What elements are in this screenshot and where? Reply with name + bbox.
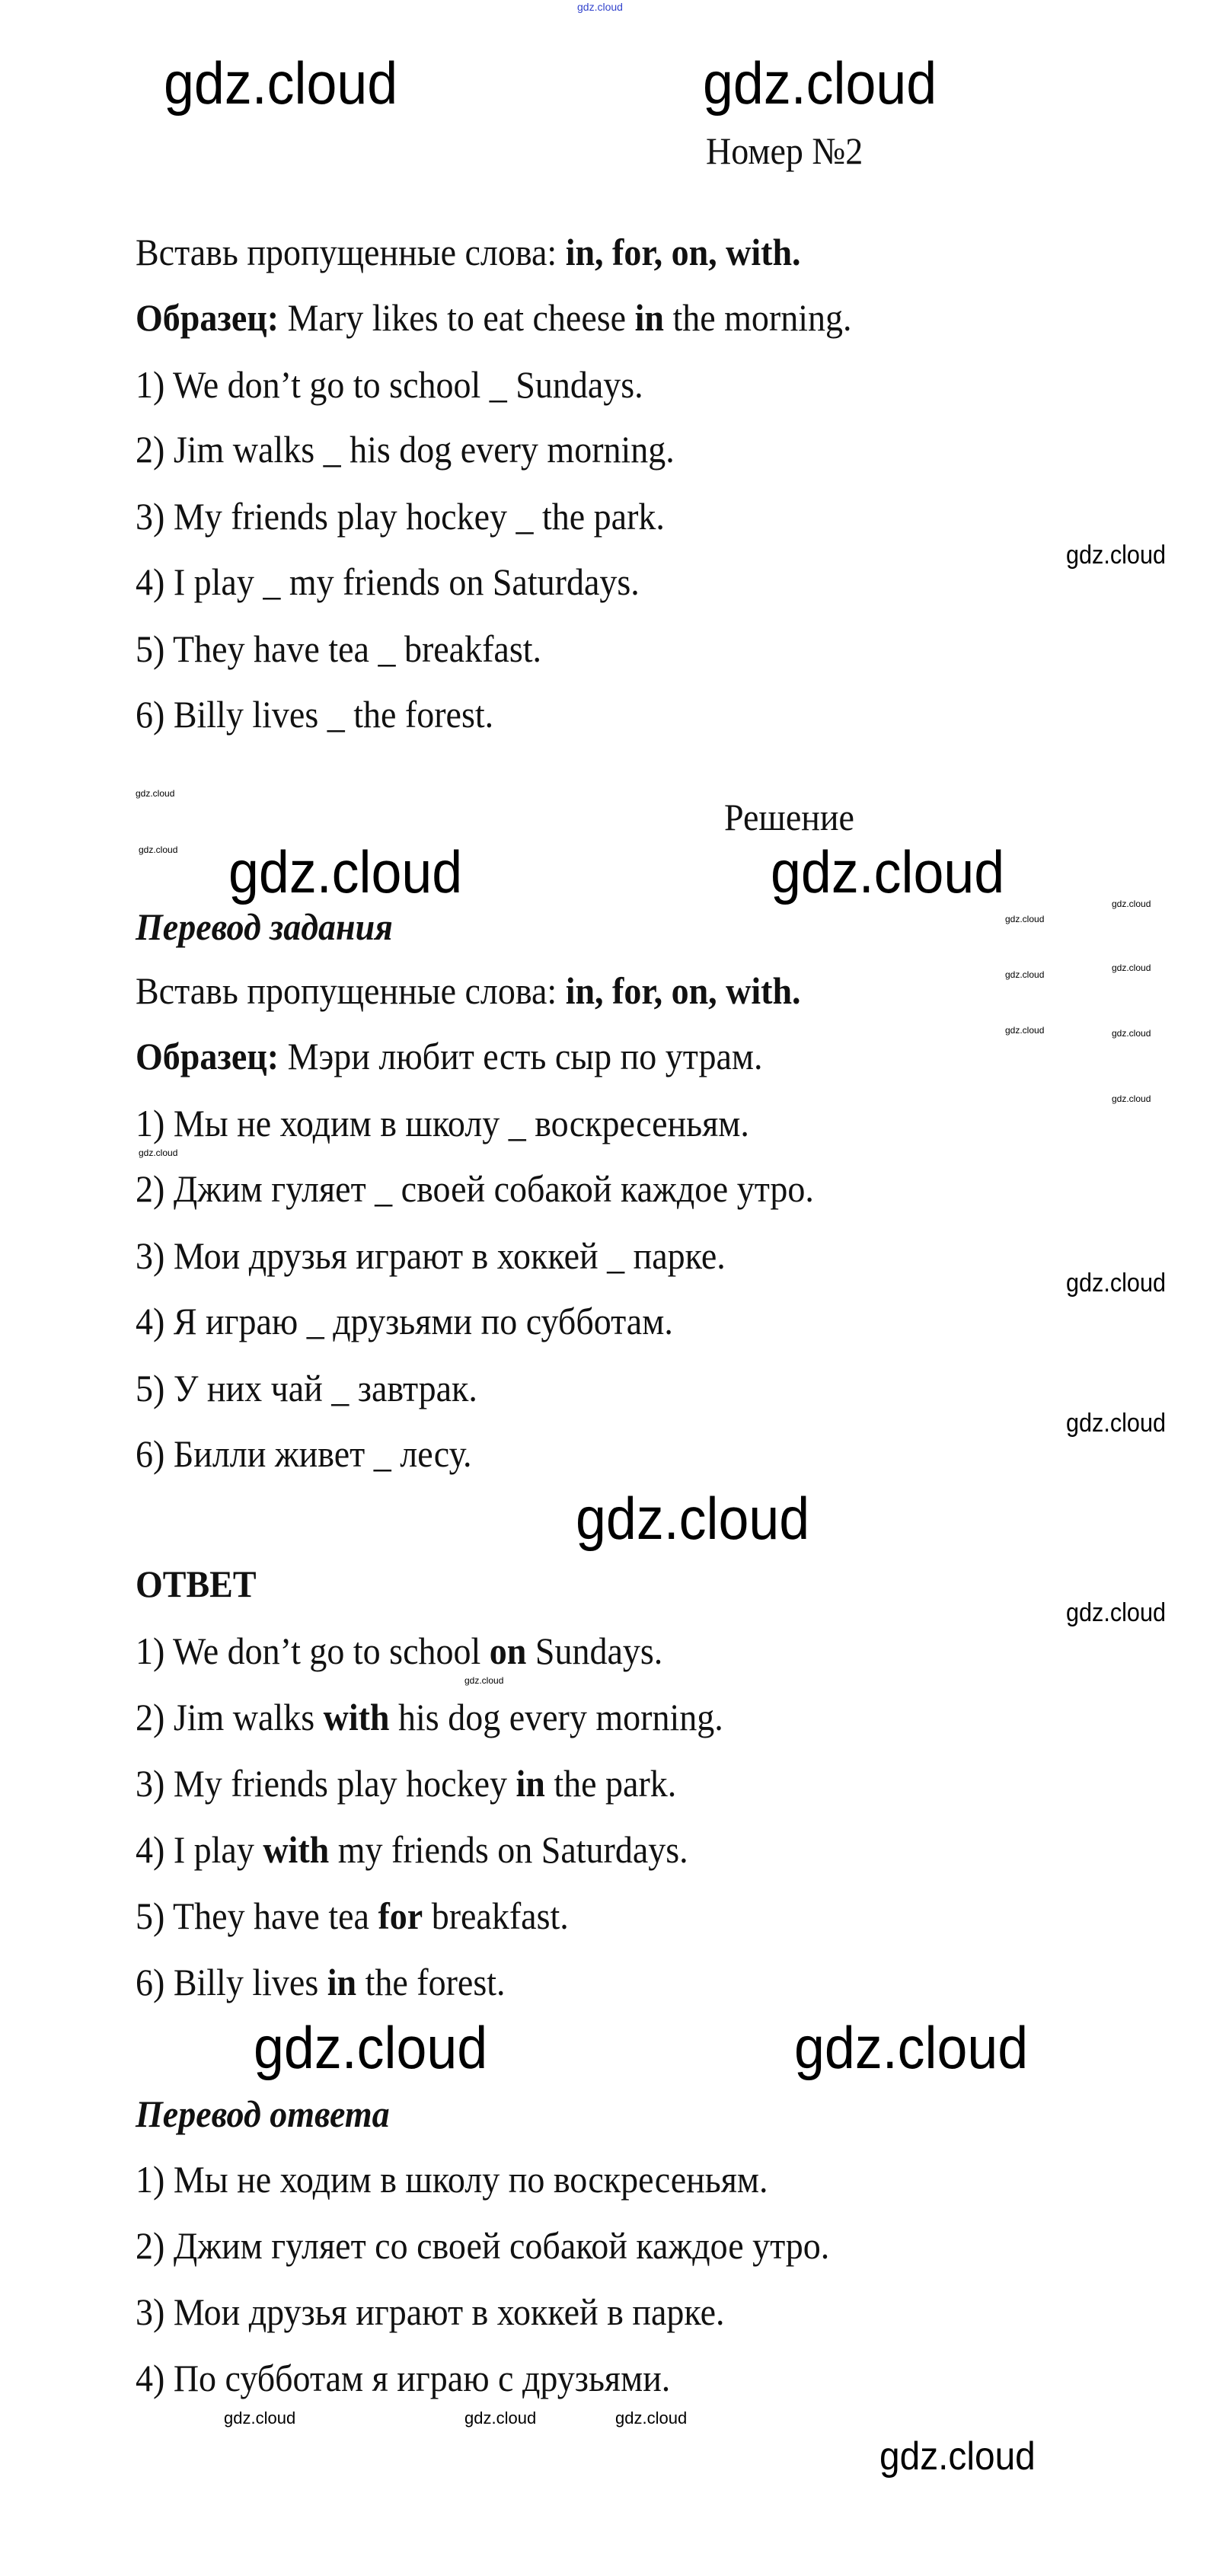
translation-item: 6) Билли живет _ лесу. <box>136 1432 472 1475</box>
watermark: gdz.cloud <box>224 2408 296 2428</box>
answer-post: the forest. <box>356 1961 506 2003</box>
answer-translation-item: 2) Джим гуляет со своей собакой каждое утро. <box>136 2224 830 2267</box>
watermark: gdz.cloud <box>1112 1093 1151 1104</box>
sample-post: the morning. <box>663 296 852 339</box>
answer-pre: 4) I play <box>136 1828 263 1871</box>
task-item: 6) Billy lives _ the forest. <box>136 693 494 736</box>
watermark-top: gdz.cloud <box>577 1 623 13</box>
watermark: gdz.cloud <box>1112 899 1151 909</box>
answer-item <box>136 1827 688 1872</box>
watermark: gdz.cloud <box>464 1675 504 1686</box>
watermark: gdz.cloud <box>1005 914 1045 924</box>
instruction-text: Вставь пропущенные слова: <box>136 231 566 273</box>
translation-item: 3) Мои друзья играют в хоккей _ парке. <box>136 1234 726 1277</box>
answer-item <box>136 1628 662 1674</box>
sample-bold: in <box>634 296 664 339</box>
task-item: 3) My friends play hockey _ the park. <box>136 495 665 538</box>
answer-translation-item: 1) Мы не ходим в школу по воскресеньям. <box>136 2158 768 2201</box>
answer-word: for <box>378 1894 423 1937</box>
sample-text: Мэри любит есть сыр по утрам. <box>279 1035 763 1077</box>
task-instruction <box>136 229 801 275</box>
answer-translation-item: 3) Мои друзья играют в хоккей в парке. <box>136 2290 725 2333</box>
answer-pre: 2) Jim walks <box>136 1696 324 1738</box>
watermark: gdz.cloud <box>254 2014 488 2081</box>
watermark: gdz.cloud <box>139 1148 178 1158</box>
answer-translation-item: 4) По субботам я играю с друзьями. <box>136 2357 671 2399</box>
task-item: 2) Jim walks _ his dog every morning. <box>136 428 675 471</box>
watermark: gdz.cloud <box>576 1485 810 1552</box>
answer-item <box>136 1959 506 2005</box>
watermark: gdz.cloud <box>228 838 463 905</box>
watermark: gdz.cloud <box>1066 1269 1166 1298</box>
translation-title: Перевод задания <box>136 905 393 948</box>
solution-title: Решение <box>724 796 854 838</box>
page-title: Номер №2 <box>706 129 863 172</box>
answer-pre: 6) Billy lives <box>136 1961 327 2003</box>
sample-label: Образец: <box>136 296 279 339</box>
watermark: gdz.cloud <box>1066 1409 1166 1438</box>
answer-pre: 5) They have tea <box>136 1894 378 1937</box>
translation-item: 1) Мы не ходим в школу _ воскресеньям. <box>136 1102 749 1144</box>
task-sample <box>136 295 852 340</box>
task-item: 5) They have tea _ breakfast. <box>136 627 542 670</box>
watermark: gdz.cloud <box>464 2408 537 2428</box>
watermark: gdz.cloud <box>1112 962 1151 973</box>
watermark: gdz.cloud <box>1005 1025 1045 1036</box>
answer-title: ОТВЕТ <box>136 1563 257 1605</box>
watermark: gdz.cloud <box>1005 969 1045 980</box>
answer-post: the park. <box>544 1762 677 1805</box>
sample-label: Образец: <box>136 1035 279 1077</box>
sample-pre: Mary likes to eat cheese <box>279 296 635 339</box>
watermark: gdz.cloud <box>1066 1598 1166 1627</box>
watermark: gdz.cloud <box>1112 1028 1151 1039</box>
watermark: gdz.cloud <box>164 49 398 117</box>
instruction-words: in, for, on, with. <box>565 969 801 1012</box>
watermark: gdz.cloud <box>703 49 937 117</box>
watermark: gdz.cloud <box>1066 541 1166 570</box>
answer-item <box>136 1893 569 1939</box>
answer-word: on <box>489 1630 527 1672</box>
answer-translation-title: Перевод ответа <box>136 2092 390 2135</box>
watermark: gdz.cloud <box>136 788 175 799</box>
watermark: gdz.cloud <box>794 2014 1029 2081</box>
answer-post: my friends on Saturdays. <box>329 1828 688 1871</box>
answer-pre: 3) My friends play hockey <box>136 1762 516 1805</box>
watermark: gdz.cloud <box>879 2434 1036 2479</box>
answer-word: with <box>263 1828 330 1871</box>
instruction-words: in, for, on, with. <box>565 231 801 273</box>
answer-word: in <box>516 1762 545 1805</box>
translation-sample <box>136 1033 763 1079</box>
answer-word: in <box>327 1961 357 2003</box>
watermark: gdz.cloud <box>139 844 178 855</box>
task-item: 4) I play _ my friends on Saturdays. <box>136 560 640 603</box>
answer-pre: 1) We don’t go to school <box>136 1630 490 1672</box>
translation-item: 4) Я играю _ друзьями по субботам. <box>136 1300 673 1342</box>
instruction-text: Вставь пропущенные слова: <box>136 969 566 1012</box>
task-item: 1) We don’t go to school _ Sundays. <box>136 363 643 406</box>
answer-word: with <box>323 1696 390 1738</box>
answer-post: breakfast. <box>423 1894 569 1937</box>
translation-item: 2) Джим гуляет _ своей собакой каждое утро. <box>136 1167 814 1210</box>
translation-instruction <box>136 968 801 1013</box>
translation-item: 5) У них чай _ завтрак. <box>136 1367 477 1409</box>
answer-item <box>136 1694 723 1740</box>
answer-post: his dog every morning. <box>389 1696 723 1738</box>
answer-post: Sundays. <box>526 1630 663 1672</box>
watermark: gdz.cloud <box>771 838 1005 905</box>
watermark: gdz.cloud <box>615 2408 688 2428</box>
answer-item <box>136 1760 676 1806</box>
